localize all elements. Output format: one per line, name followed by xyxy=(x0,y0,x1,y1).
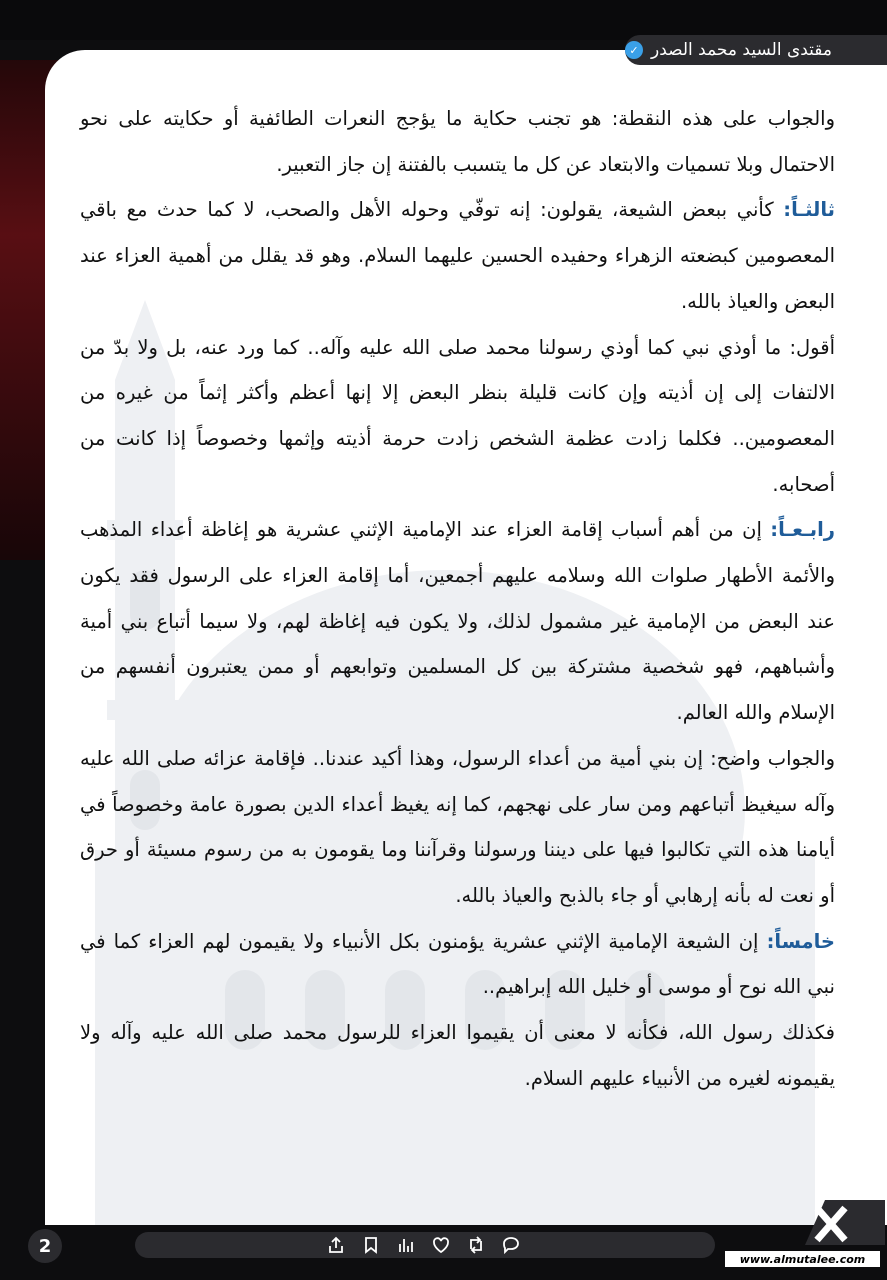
paragraph-text: كأني ببعض الشيعة، يقولون: إنه توفّي وحوله الأهل والصحب، لا كما حدث مع باقي المعصومين كبضعته الزهراء وحفيده الحسين عليهما السلام. وهو قد يقلل من أهمية العزاء عند البعض والعياذ بالله. xyxy=(80,198,835,313)
like-icon[interactable] xyxy=(430,1234,452,1256)
page-number: 2 xyxy=(28,1229,62,1263)
paragraph-text: إن الشيعة الإمامية الإثني عشرية يؤمنون بكل الأنبياء ولا يقيمون لهم العزاء كما في نبي الله نوح أو موسى أو خليل الله إبراهيم.. xyxy=(80,929,835,999)
verified-badge-icon: ✓ xyxy=(625,41,643,59)
site-url[interactable]: www.almutalee.com xyxy=(725,1251,880,1267)
paragraph-text: والجواب واضح: إن بني أمية من أعداء الرسول، وهذا أكيد عندنا.. فإقامة عزائه صلى الله عليه وآله سيغيظ أتباعهم ومن سار على نهجهم، كما إنه يغيظ أعداء الدين بصورة عامة وخصوصاً في أيامنا هذه التي تكالبوا فيها على ديننا ورسولنا وقرآننا وما يقومون به من رسوم مسيئة أو حرق أو نعت له بأنه إرهابي أو جاء بالذبح والعياذ بالله. xyxy=(80,746,835,907)
paragraph-text: والجواب على هذه النقطة: هو تجنب حكاية ما يؤجج النعرات الطائفية أو حكايته على نحو الاحتمال وبلا تسميات والابتعاد عن كل ما يتسبب بالفتنة إن جاز التعبير. xyxy=(80,107,835,176)
author-name: مقتدى السيد محمد الصدر xyxy=(651,40,833,60)
paragraph xyxy=(80,187,835,324)
paragraph xyxy=(80,325,835,508)
paragraph xyxy=(80,919,835,1010)
section-lead: ثالثـاً: xyxy=(783,198,835,222)
site-logo xyxy=(805,1200,885,1245)
stats-icon[interactable] xyxy=(395,1234,417,1256)
bookmark-icon[interactable] xyxy=(360,1234,382,1256)
section-lead: رابـعـاً: xyxy=(770,518,835,542)
paragraph xyxy=(80,96,835,187)
paragraph-text: إن من أهم أسباب إقامة العزاء عند الإمامية الإثني عشرية هو إغاظة أعداء المذهب والأئمة الأطهار صلوات الله وسلامه عليهم أجمعين، أما إقامة العزاء على الرسول فقد يكون عند البعض من الإمامية غير مشمول لذلك، ولا يكون فيه إغاظة لهم، ولا سيما أتباع بني أمية وأشباههم، فهو شخصية مشتركة بين كل المسلمين وتوابعهم أو ممن يعتبرون أنفسهم من الإسلام والله العالم. xyxy=(80,518,835,725)
repost-icon[interactable] xyxy=(465,1234,487,1256)
section-lead: خامساً: xyxy=(766,929,835,953)
paragraph xyxy=(80,507,835,736)
paragraph xyxy=(80,736,835,919)
reply-icon[interactable] xyxy=(500,1234,522,1256)
share-icon[interactable] xyxy=(325,1234,347,1256)
paragraph xyxy=(80,1010,835,1101)
top-bar xyxy=(0,0,887,40)
post-actions xyxy=(325,1232,522,1258)
paragraph-text: فكذلك رسول الله، فكأنه لا معنى أن يقيموا العزاء للرسول محمد صلى الله عليه وآله ولا يقيمونه لغيره من الأنبياء عليهم السلام. xyxy=(80,1021,835,1090)
paragraph-text: أقول: ما أوذي نبي كما أوذي رسولنا محمد صلى الله عليه وآله.. كما ورد عنه، بل ولا بدّ من الالتفات إلى إن أذيته وإن كانت قليلة بنظر البعض إلا إنها أعظم وأكثر إثماً من غيره من المعصومين.. فكلما زادت عظمة الشخص زادت حرمة أذيته وإثمها وخصوصاً إذا كانت من أصحابه. xyxy=(80,335,835,496)
author-tab[interactable] xyxy=(625,35,887,65)
article-body xyxy=(80,96,835,1101)
